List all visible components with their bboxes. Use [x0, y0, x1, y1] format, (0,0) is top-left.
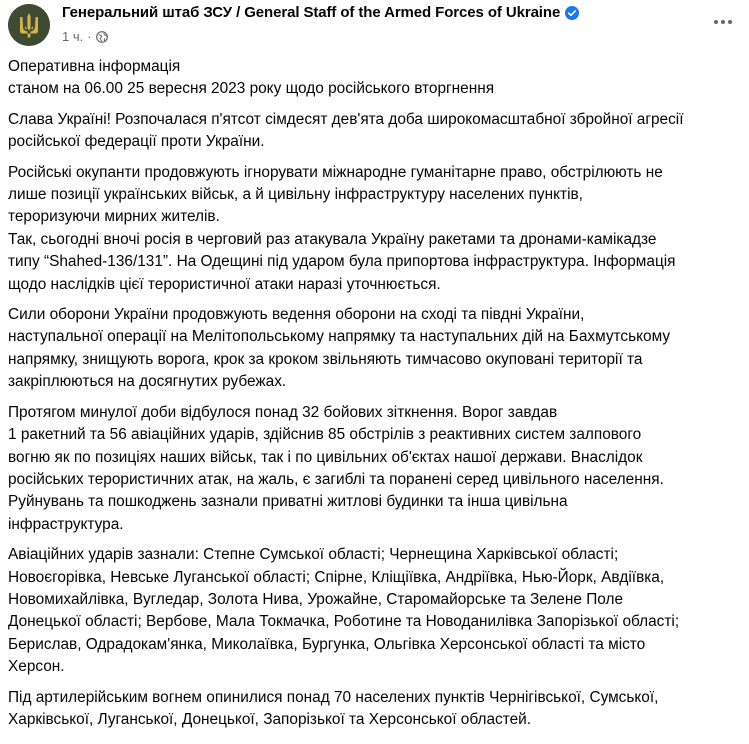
paragraph-line: Херсон. [8, 658, 65, 676]
post-paragraph [8, 402, 743, 536]
timestamp-link[interactable]: 1 ч. [62, 29, 84, 44]
paragraph-line: Харківської, Луганської, Донецької, Запорізької та Херсонської областей. [8, 710, 532, 728]
paragraph-line: Оперативна інформація [8, 58, 181, 75]
meta-separator: · [87, 29, 92, 44]
post-paragraph [8, 687, 743, 732]
paragraph-line: лише позиції українських військ, а й цивільну інфраструктуру населених пунктів, [8, 186, 583, 204]
paragraph-line: 1 ракетний та 56 авіаційних ударів, здійснив 85 обстрілів з реактивних систем залпового [8, 426, 642, 444]
more-dot [721, 20, 725, 24]
paragraph-line: Новоєгорівка, Невське Луганської області; Спірне, Кліщіївка, Андріївка, Нью-Йорк, Авдіївка, [8, 568, 665, 586]
paragraph-line: напрямку, знищують ворога, крок за кроком звільняють тимчасово окуповані території та [8, 350, 643, 368]
more-options-icon[interactable] [705, 8, 741, 36]
paragraph-line: Так, сьогодні вночі росія в черговий раз атакувала Україну ракетами та дронами-камікадзе [8, 230, 657, 248]
post-paragraph [8, 56, 743, 101]
post-paragraph [8, 544, 743, 678]
paragraph-line: Руйнувань та пошкоджень зазнали приватні житлові будинки та інша цивільна [8, 493, 568, 511]
globe-icon[interactable] [96, 31, 108, 43]
paragraph-line: Під артилерійським вогнем опинилися понад 70 населених пунктів Чернігівської, Сумської, [8, 688, 659, 706]
paragraph-line: щодо наслідків цієї терористичної атаки наразі уточнюється. [8, 275, 441, 293]
paragraph-line: Авіаційних ударів зазнали: Степне Сумської області; Чернещина Харківської області; [8, 546, 619, 564]
post-header [8, 4, 741, 50]
paragraph-line: Сили оборони України продовжують ведення оборони на сході та півдні України, [8, 306, 585, 324]
paragraph-line: Донецької області; Вербове, Мала Токмачка, Роботине та Новоданилівка Запорізької області; [8, 613, 680, 631]
paragraph-line: типу “Shahed-136/131”. На Одещині під ударом була припортова інфраструктура. Інформація [8, 253, 676, 271]
page-name-row [62, 4, 579, 21]
more-dot [728, 20, 732, 24]
paragraph-line: російських терористичних атак, на жаль, є загиблі та поранені серед цивільного населення. [8, 470, 664, 488]
paragraph-line: Новомихайлівка, Вугледар, Золота Нива, Урожайне, Старомайорське та Зелене Поле [8, 590, 624, 608]
paragraph-line: Слава Україні! Розпочалася п'ятсот сімдесят дев'ята доба широкомасштабної збройної агресії [8, 110, 684, 128]
post-paragraph [8, 304, 743, 394]
avatar[interactable] [8, 4, 50, 46]
paragraph-line: станом на 06.00 25 вересня 2023 року щодо російського вторгнення [8, 80, 495, 98]
more-dot [714, 20, 718, 24]
paragraph-line: інфраструктура. [8, 515, 124, 533]
paragraph-line: закріплюються на досягнутих рубежах. [8, 373, 287, 391]
verified-badge-icon [565, 6, 579, 20]
paragraph-line: російської федерації проти України. [8, 133, 265, 151]
trident-emblem-icon [8, 4, 50, 46]
post-meta [62, 29, 108, 44]
paragraph-line: вогню як по позиціях наших військ, так і по цивільних об'єктах нашої держави. Внаслідок [8, 448, 643, 466]
post-paragraph [8, 109, 743, 154]
paragraph-line: Протягом минулої доби відбулося понад 32 бойових зіткнення. Ворог завдав [8, 403, 558, 421]
page-name-link[interactable]: Генеральний штаб ЗСУ / General Staff of the Armed Forces of Ukraine [62, 4, 561, 21]
post-paragraph [8, 162, 743, 296]
paragraph-line: наступальної операції на Мелітопольському напрямку та наступальних дій на Бахмутському [8, 328, 671, 346]
paragraph-line: тероризуючи мирних жителів. [8, 208, 220, 226]
paragraph-line: Російські окупанти продовжують ігнорувати міжнародне гуманітарне право, обстрілюють не [8, 163, 663, 181]
post-body [8, 56, 743, 739]
paragraph-line: Берислав, Одрадокам'янка, Миколаївка, Бургунка, Ольгівка Херсонської області та місто [8, 635, 646, 653]
